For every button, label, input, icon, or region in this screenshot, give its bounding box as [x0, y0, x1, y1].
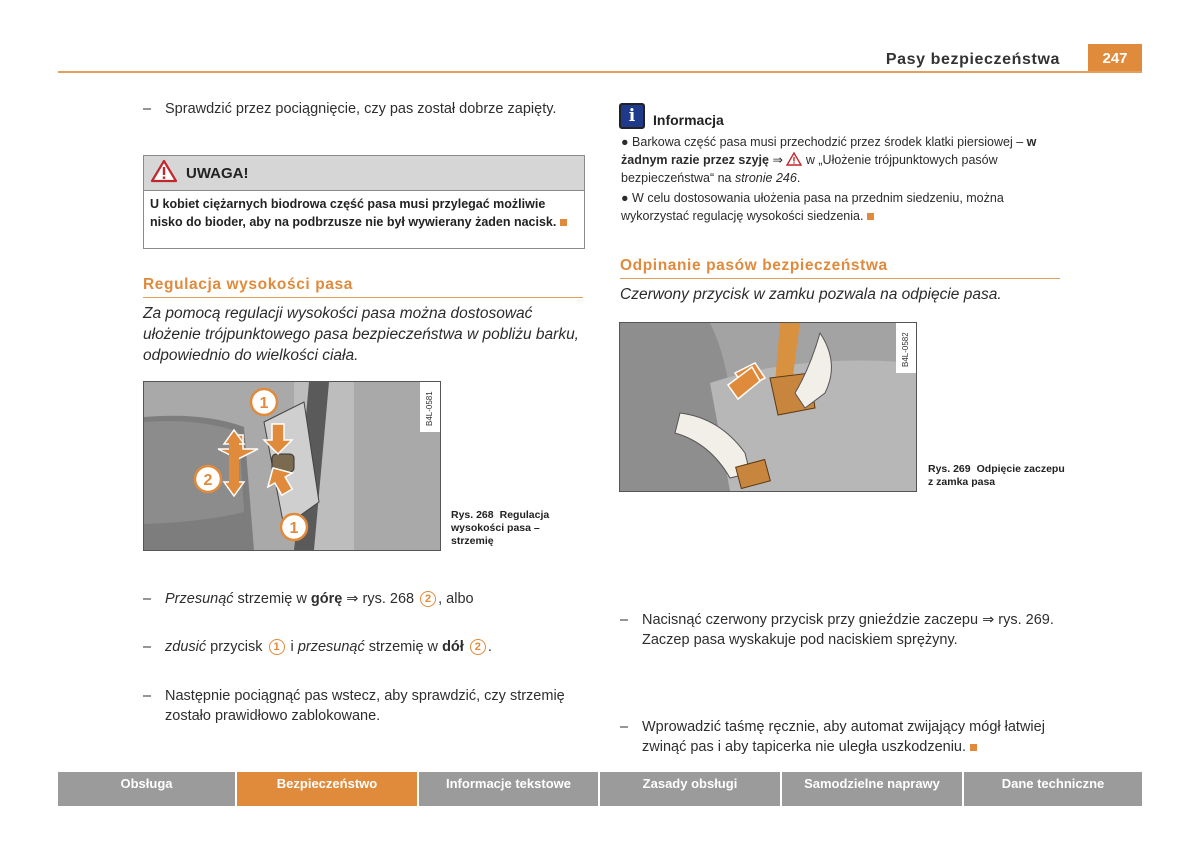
bullet-icon: ● — [621, 191, 629, 205]
section-intro: Za pomocą regulacji wysokości pasa można dostosować ułożenie trójpunktowego pasa bezpieczeństwa w pobliżu barku, odpowiednio do wielkości ciała. — [143, 305, 579, 364]
info-icon: i — [619, 103, 645, 129]
tab-zasady-obslugi[interactable]: Zasady obsługi — [600, 772, 780, 806]
callout-1-top: 1 — [259, 395, 269, 412]
warning-title: UWAGA! — [186, 164, 249, 182]
dash-bullet: – — [143, 688, 152, 704]
chapter-tab-bar — [58, 772, 1142, 806]
text-run: . — [487, 639, 492, 655]
info-title: Informacja — [653, 112, 724, 128]
figure-269-image — [619, 322, 917, 492]
text-run: ⇒ — [768, 153, 787, 167]
warning-triangle-icon — [150, 159, 178, 188]
dash-bullet: – — [143, 639, 152, 655]
text-run: strzemię w — [364, 639, 443, 655]
figure-268-image — [143, 381, 441, 551]
tab-bezpieczenstwo[interactable]: Bezpieczeństwo — [237, 772, 417, 806]
end-square-icon — [867, 213, 874, 220]
page-reference-link[interactable]: stronie 246 — [734, 171, 797, 185]
caption-text: Regulacja wysokości pasa – strzemię — [451, 509, 550, 547]
caption-number: Rys. 268 — [451, 509, 494, 521]
text-run: . — [796, 171, 801, 185]
text-run: i — [286, 639, 298, 655]
list-item — [143, 686, 595, 726]
list-item — [620, 717, 1082, 757]
text-run: górę — [310, 591, 343, 607]
tab-samodzielne-naprawy[interactable]: Samodzielne naprawy — [782, 772, 962, 806]
list-item — [143, 589, 605, 609]
end-square-icon — [560, 219, 567, 226]
text-run: Wprowadzić taśmę ręcznie, aby automat zwijający mógł łatwiej zwinąć pas i aby tapicerka nie uległa uszkodzeniu. — [642, 719, 1045, 755]
text-run: przycisk — [206, 639, 267, 655]
warning-text: U kobiet ciężarnych biodrowa część pasa musi przylegać możliwie nisko do bioder, aby na podbrzusze nie był wywierany żaden nacisk. — [150, 197, 557, 229]
callout-2-inline: 2 — [420, 591, 436, 607]
callout-2: 2 — [203, 472, 213, 489]
text-run: Barkowa część pasa musi przechodzić przez środek klatki piersiowej – — [632, 135, 1027, 149]
dash-bullet: – — [143, 101, 152, 117]
section-title-height-adjust: Regulacja wysokości pasa — [143, 276, 583, 298]
dash-bullet: – — [143, 591, 152, 607]
warning-box — [143, 155, 585, 249]
text-run: W celu dostosowania ułożenia pasa na przednim siedzeniu, można wykorzystać regulację wysokości siedzenia. — [621, 191, 1004, 223]
dash-bullet: – — [620, 719, 629, 735]
list-item-text: Sprawdzić przez pociągnięcie, czy pas został dobrze zapięty. — [165, 101, 557, 117]
list-item-text — [642, 717, 1082, 757]
end-square-icon — [970, 744, 977, 751]
list-item — [143, 637, 605, 657]
text-run: przesunąć — [297, 639, 365, 655]
text-run: Przesunąć — [165, 591, 234, 607]
text-run: ⇒ rys. 268 — [342, 591, 419, 607]
text-run: dół — [442, 639, 464, 655]
callout-2-inline: 2 — [470, 639, 486, 655]
figure-269-caption — [928, 463, 1068, 489]
text-run: zdusić — [165, 639, 207, 655]
dash-bullet: – — [620, 612, 629, 628]
bullet-icon: ● — [621, 135, 629, 149]
list-item — [620, 610, 1062, 650]
text-run: w żadnym razie przez szyję — [621, 135, 1037, 167]
warning-header — [144, 156, 584, 191]
figure-code: B4L-0582 — [901, 332, 910, 367]
warning-triangle-small-icon — [786, 153, 802, 167]
text-run: , albo — [438, 591, 474, 607]
section-intro: Czerwony przycisk w zamku pozwala na odpięcie pasa. — [620, 286, 1002, 303]
list-item-text — [165, 637, 605, 657]
section-title-unbuckling: Odpinanie pasów bezpieczeństwa — [620, 257, 1060, 279]
tab-dane-techniczne[interactable]: Dane techniczne — [964, 772, 1142, 806]
figure-268-caption — [451, 509, 571, 548]
header-title: Pasy bezpieczeństwa — [885, 51, 1060, 68]
info-header — [619, 103, 1061, 129]
list-item-text: Nacisnąć czerwony przycisk przy gnieździe zaczepu ⇒ rys. 269. Zaczep pasa wyskakuje pod naciskiem sprężyny. — [642, 612, 1054, 648]
info-paragraph — [619, 133, 1061, 187]
list-item-text — [165, 589, 605, 609]
figure-code: B4L-0581 — [425, 391, 434, 426]
page-number: 247 — [1088, 44, 1142, 73]
caption-text: Odpięcie zaczepu z zamka pasa — [928, 463, 1065, 488]
text-run: w „Ułożenie trójpunktowych pasów bezpieczeństwa“ na — [621, 153, 998, 185]
figure-269-illustration — [620, 323, 916, 491]
list-item — [143, 99, 595, 119]
callout-1-inline: 1 — [269, 639, 285, 655]
tab-informacje-tekstowe[interactable]: Informacje tekstowe — [419, 772, 598, 806]
figure-268-illustration — [144, 382, 440, 550]
info-box — [619, 103, 1061, 225]
warning-body — [144, 191, 584, 235]
caption-number: Rys. 269 — [928, 463, 971, 475]
header-rule — [58, 71, 1142, 73]
callout-1-bottom: 1 — [289, 520, 299, 537]
text-run: strzemię w — [233, 591, 311, 607]
info-paragraph — [619, 189, 1061, 225]
tab-obsluga[interactable]: Obsługa — [58, 772, 235, 806]
list-item-text: Następnie pociągnąć pas wstecz, aby sprawdzić, czy strzemię zostało prawidłowo zablokowane. — [165, 688, 565, 724]
